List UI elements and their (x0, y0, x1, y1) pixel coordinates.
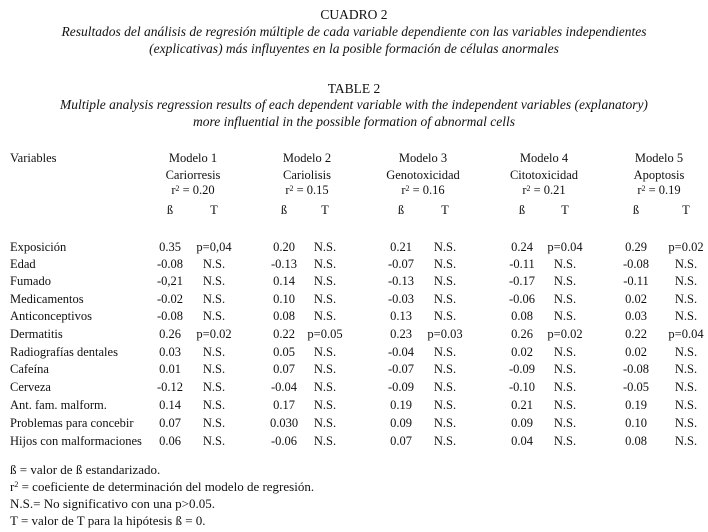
beta-value-model-1: 0.03 (159, 345, 181, 359)
beta-value-model-3: -0.03 (387, 292, 415, 306)
beta-value-model-3: -0.07 (387, 362, 415, 376)
row-variable-label: Hijos con malformaciones (10, 434, 142, 448)
model-5-r2-sup: 2 (641, 184, 646, 193)
model-3-r2 (368, 183, 478, 198)
t-value-model-3: N.S. (433, 398, 457, 412)
t-value-model-3: N.S. (433, 274, 457, 288)
footnote-r2-prefix: r (10, 479, 15, 494)
t-value-model-3: N.S. (433, 434, 457, 448)
beta-value-model-2: 0.05 (273, 345, 295, 359)
beta-value-model-2: -0.04 (270, 380, 298, 394)
beta-value-model-2: 0.08 (273, 309, 295, 323)
model-4-r2-prefix: r (522, 183, 527, 197)
beta-value-model-1: -0.02 (156, 292, 184, 306)
row-variable-label: Cafeína (10, 362, 49, 376)
beta-value-model-2: 0.14 (273, 274, 295, 288)
t-value-model-5: p=0.02 (668, 240, 704, 254)
beta-value-model-3: 0.09 (390, 416, 412, 430)
footnote-t: T = valor de T para la hipótesis ß = 0. (10, 513, 206, 528)
model-3-beta-header: ß (397, 203, 405, 217)
beta-value-model-1: -0.12 (156, 380, 184, 394)
model-2-r2-value: = 0.15 (293, 183, 329, 197)
t-value-model-4: N.S. (553, 292, 577, 306)
beta-value-model-2: -0.13 (270, 257, 298, 271)
beta-value-model-4: 0.08 (511, 309, 533, 323)
row-variable-label: Anticonceptivos (10, 309, 92, 323)
t-value-model-5: N.S. (674, 398, 698, 412)
model-1-r2-value: = 0.20 (179, 183, 215, 197)
table-caption-line1: Multiple analysis regression results of each dependent variable with the independent variables (explanatory) (60, 97, 648, 112)
model-4-r2-value: = 0.21 (530, 183, 566, 197)
t-value-model-5: N.S. (674, 309, 698, 323)
t-value-model-2: N.S. (313, 345, 337, 359)
beta-value-model-4: 0.26 (511, 327, 533, 341)
model-1-beta-header: ß (166, 203, 174, 217)
beta-value-model-3: 0.21 (390, 240, 412, 254)
model-1-t-header: T (210, 203, 218, 217)
beta-value-model-5: 0.03 (625, 309, 647, 323)
t-value-model-1: N.S. (202, 292, 226, 306)
t-value-model-3: N.S. (433, 257, 457, 271)
t-value-model-3: N.S. (433, 292, 457, 306)
beta-value-model-5: 0.10 (625, 416, 647, 430)
beta-value-model-4: -0.10 (508, 380, 536, 394)
model-3-name: Modelo 3 (398, 151, 448, 165)
beta-value-model-4: -0.09 (508, 362, 536, 376)
t-value-model-4: N.S. (553, 309, 577, 323)
beta-value-model-3: -0.07 (387, 257, 415, 271)
t-value-model-2: N.S. (313, 292, 337, 306)
model-3-outcome: Genotoxicidad (386, 168, 460, 182)
beta-value-model-4: 0.24 (511, 240, 533, 254)
t-value-model-3: N.S. (433, 416, 457, 430)
footnote-r2-sup: 2 (14, 480, 19, 489)
model-3-r2-sup: 2 (405, 184, 410, 193)
model-1-r2 (138, 183, 248, 198)
model-5-outcome: Apoptosis (633, 168, 685, 182)
table-caption-line2: more influential in the possible formation of abnormal cells (193, 114, 515, 129)
t-value-model-3: N.S. (433, 380, 457, 394)
beta-value-model-2: -0.06 (270, 434, 298, 448)
beta-value-model-2: 0.17 (273, 398, 295, 412)
t-value-model-2: N.S. (313, 416, 337, 430)
beta-value-model-3: 0.07 (390, 434, 412, 448)
footnote-beta: ß = valor de ß estandarizado. (10, 462, 161, 477)
model-1-outcome: Cariorresis (165, 168, 221, 182)
model-1-r2-prefix: r (171, 183, 176, 197)
table-caption (0, 96, 708, 130)
t-value-model-4: N.S. (553, 434, 577, 448)
beta-value-model-5: 0.29 (625, 240, 647, 254)
t-value-model-4: N.S. (553, 345, 577, 359)
row-variable-label: Fumado (10, 274, 51, 288)
t-value-model-1: p=0.02 (196, 327, 232, 341)
beta-value-model-3: 0.19 (390, 398, 412, 412)
beta-value-model-5: -0.11 (623, 274, 649, 288)
t-value-model-2: N.S. (313, 398, 337, 412)
t-value-model-5: N.S. (674, 434, 698, 448)
model-4-beta-header: ß (518, 203, 526, 217)
beta-value-model-1: 0.26 (159, 327, 181, 341)
beta-value-model-1: 0.14 (159, 398, 181, 412)
beta-value-model-3: 0.23 (390, 327, 412, 341)
model-5-r2 (604, 183, 708, 198)
t-value-model-2: N.S. (313, 380, 337, 394)
beta-value-model-5: 0.08 (625, 434, 647, 448)
t-value-model-2: N.S. (313, 257, 337, 271)
t-value-model-4: p=0.04 (547, 240, 583, 254)
model-2-r2 (252, 183, 362, 198)
variables-header: Variables (10, 151, 57, 165)
t-value-model-2: N.S. (313, 309, 337, 323)
beta-value-model-2: 0.20 (273, 240, 295, 254)
t-value-model-1: N.S. (202, 257, 226, 271)
beta-value-model-4: -0.06 (508, 292, 536, 306)
model-2-outcome: Cariolisis (283, 168, 331, 182)
beta-value-model-3: -0.09 (387, 380, 415, 394)
model-3-r2-prefix: r (401, 183, 406, 197)
beta-value-model-5: -0.08 (622, 362, 650, 376)
beta-value-model-5: 0.22 (625, 327, 647, 341)
t-value-model-2: p=0.05 (307, 327, 343, 341)
model-2-t-header: T (321, 203, 329, 217)
model-4-r2 (489, 183, 599, 198)
beta-value-model-5: -0.08 (622, 257, 650, 271)
beta-value-model-4: 0.09 (511, 416, 533, 430)
beta-value-model-3: -0.13 (387, 274, 415, 288)
beta-value-model-4: 0.21 (511, 398, 533, 412)
t-value-model-2: N.S. (313, 274, 337, 288)
t-value-model-5: p=0.04 (668, 327, 704, 341)
t-value-model-4: N.S. (553, 416, 577, 430)
t-value-model-1: N.S. (202, 434, 226, 448)
t-value-model-3: N.S. (433, 240, 457, 254)
t-value-model-5: N.S. (674, 416, 698, 430)
beta-value-model-4: -0.11 (509, 257, 535, 271)
beta-value-model-1: 0.06 (159, 434, 181, 448)
t-value-model-5: N.S. (674, 345, 698, 359)
t-value-model-4: N.S. (553, 274, 577, 288)
row-variable-label: Radiografías dentales (10, 345, 118, 359)
beta-value-model-1: -0.08 (156, 309, 184, 323)
beta-value-model-1: 0.01 (159, 362, 181, 376)
t-value-model-1: N.S. (202, 309, 226, 323)
model-4-r2-sup: 2 (526, 184, 531, 193)
model-2-name: Modelo 2 (282, 151, 332, 165)
row-variable-label: Problemas para concebir (10, 416, 134, 430)
row-variable-label: Medicamentos (10, 292, 84, 306)
beta-value-model-4: 0.04 (511, 434, 533, 448)
beta-value-model-4: 0.02 (511, 345, 533, 359)
model-4-t-header: T (561, 203, 569, 217)
table-title: TABLE 2 (327, 81, 381, 96)
model-5-r2-value: = 0.19 (645, 183, 681, 197)
cuadro-caption-line1: Resultados del análisis de regresión múltiple de cada variable dependiente con las variables independientes (61, 24, 647, 39)
t-value-model-1: N.S. (202, 362, 226, 376)
t-value-model-4: N.S. (553, 362, 577, 376)
footnote-r2 (10, 478, 314, 495)
t-value-model-1: N.S. (202, 345, 226, 359)
beta-value-model-5: 0.19 (625, 398, 647, 412)
t-value-model-5: N.S. (674, 380, 698, 394)
t-value-model-5: N.S. (674, 362, 698, 376)
t-value-model-5: N.S. (674, 292, 698, 306)
cuadro-caption-line2: (explicativas) más influyentes en la posible formación de células anormales (149, 41, 559, 56)
t-value-model-4: p=0.02 (547, 327, 583, 341)
beta-value-model-1: -0.08 (156, 257, 184, 271)
cuadro-caption (0, 23, 708, 57)
beta-value-model-2: 0.10 (273, 292, 295, 306)
row-variable-label: Ant. fam. malform. (10, 398, 107, 412)
t-value-model-3: p=0.03 (427, 327, 463, 341)
t-value-model-5: N.S. (674, 274, 698, 288)
t-value-model-1: N.S. (202, 380, 226, 394)
beta-value-model-4: -0.17 (508, 274, 536, 288)
t-value-model-4: N.S. (553, 398, 577, 412)
beta-value-model-2: 0.030 (269, 416, 299, 430)
cuadro-title: CUADRO 2 (320, 7, 388, 22)
t-value-model-3: N.S. (433, 309, 457, 323)
t-value-model-1: N.S. (202, 398, 226, 412)
row-variable-label: Cerveza (10, 380, 51, 394)
t-value-model-1: p=0,04 (196, 240, 232, 254)
t-value-model-1: N.S. (202, 416, 226, 430)
model-5-t-header: T (682, 203, 690, 217)
row-variable-label: Exposición (10, 240, 67, 254)
t-value-model-5: N.S. (674, 257, 698, 271)
beta-value-model-3: 0.13 (390, 309, 412, 323)
t-value-model-2: N.S. (313, 434, 337, 448)
footnote-r2-text: = coeficiente de determinación del modelo de regresión. (18, 479, 315, 494)
beta-value-model-3: -0.04 (387, 345, 415, 359)
model-2-r2-sup: 2 (289, 184, 294, 193)
model-4-name: Modelo 4 (519, 151, 569, 165)
beta-value-model-1: 0.35 (159, 240, 181, 254)
model-5-name: Modelo 5 (634, 151, 684, 165)
beta-value-model-5: 0.02 (625, 345, 647, 359)
row-variable-label: Edad (10, 257, 36, 271)
model-3-t-header: T (441, 203, 449, 217)
t-value-model-3: N.S. (433, 345, 457, 359)
beta-value-model-5: -0.05 (622, 380, 650, 394)
model-2-beta-header: ß (280, 203, 288, 217)
beta-value-model-2: 0.22 (273, 327, 295, 341)
beta-value-model-2: 0.07 (273, 362, 295, 376)
t-value-model-4: N.S. (553, 257, 577, 271)
t-value-model-1: N.S. (202, 274, 226, 288)
model-1-name: Modelo 1 (168, 151, 218, 165)
t-value-model-2: N.S. (313, 240, 337, 254)
model-5-beta-header: ß (632, 203, 640, 217)
row-variable-label: Dermatitis (10, 327, 63, 341)
model-3-r2-value: = 0.16 (409, 183, 445, 197)
t-value-model-4: N.S. (553, 380, 577, 394)
beta-value-model-1: 0.07 (159, 416, 181, 430)
model-4-outcome: Citotoxicidad (509, 168, 579, 182)
t-value-model-2: N.S. (313, 362, 337, 376)
beta-value-model-5: 0.02 (625, 292, 647, 306)
t-value-model-3: N.S. (433, 362, 457, 376)
model-5-r2-prefix: r (637, 183, 642, 197)
model-1-r2-sup: 2 (175, 184, 180, 193)
beta-value-model-1: -0,21 (156, 274, 184, 288)
model-2-r2-prefix: r (285, 183, 290, 197)
footnote-ns: N.S.= No significativo con una p>0.05. (10, 496, 215, 511)
